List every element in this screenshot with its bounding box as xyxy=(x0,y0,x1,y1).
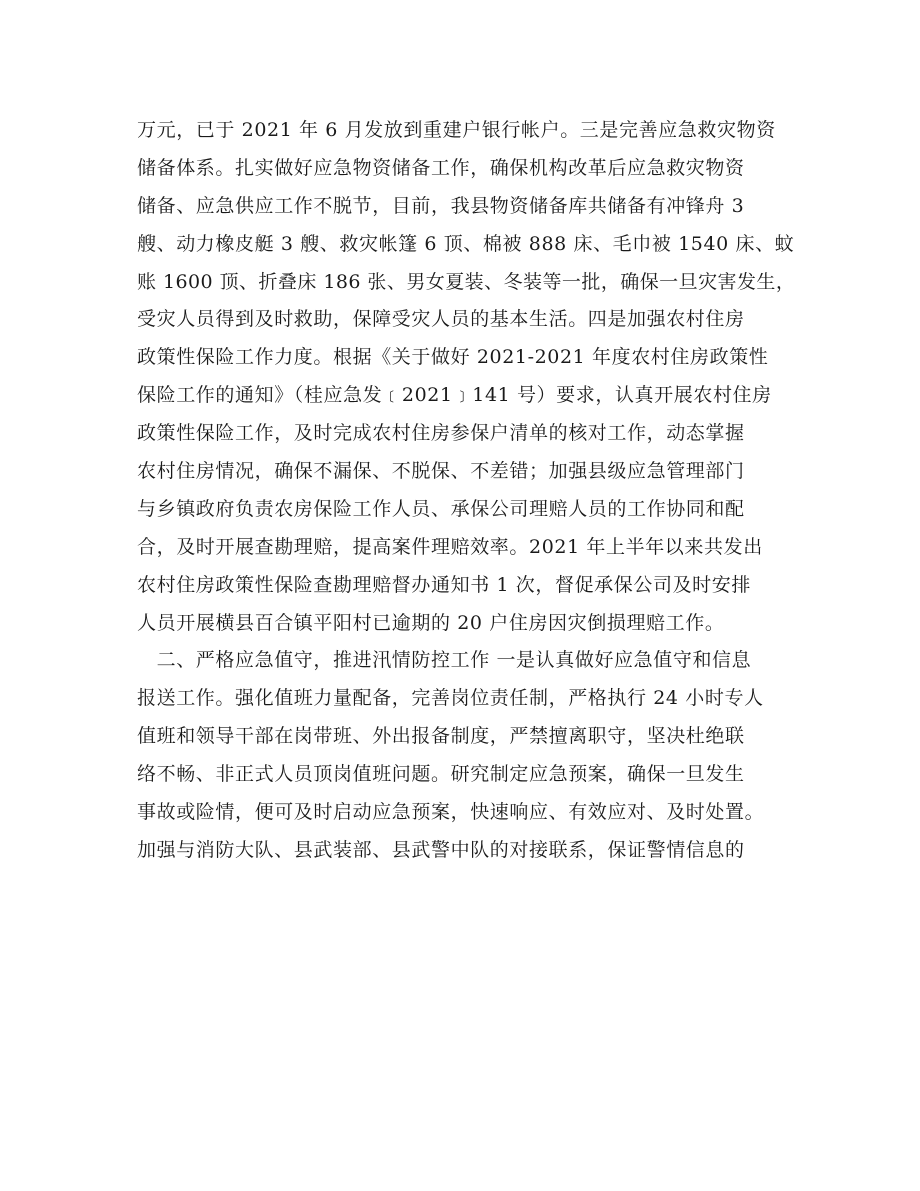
section-heading-line: 二、严格应急值守，推进汛情防控工作 一是认真做好应急值守和信息 xyxy=(137,649,752,672)
text-line: 保险工作的通知》（桂应急发﹝2021﹞141 号）要求，认真开展农村住房 xyxy=(137,384,772,407)
text-line: 艘、动力橡皮艇 3 艘、救灾帐篷 6 顶、棉被 888 床、毛巾被 1540 床、蚊 xyxy=(137,232,795,255)
text-line: 加强与消防大队、县武装部、县武警中队的对接联系，保证警情信息的 xyxy=(137,838,745,861)
text-line: 储备体系。扎实做好应急物资储备工作，确保机构改革后应急救灾物资 xyxy=(137,156,745,179)
body-text xyxy=(137,112,797,870)
text-line: 受灾人员得到及时救助，保障受灾人员的基本生活。四是加强农村住房 xyxy=(137,308,745,331)
text-line: 储备、应急供应工作不脱节，目前，我县物资储备库共储备有冲锋舟 3 xyxy=(137,194,745,217)
text-line: 万元，已于 2021 年 6 月发放到重建户银行帐户。三是完善应急救灾物资 xyxy=(137,119,776,141)
text-line: 政策性保险工作力度。根据《关于做好 2021-2021 年度农村住房政策性 xyxy=(137,346,769,369)
text-line: 账 1600 顶、折叠床 186 张、男女夏装、冬装等一批，确保一旦灾害发生， xyxy=(137,270,796,293)
text-line: 与乡镇政府负责农房保险工作人员、承保公司理赔人员的工作协同和配 xyxy=(137,497,745,520)
text-line: 络不畅、非正式人员顶岗值班问题。研究制定应急预案，确保一旦发生 xyxy=(137,763,745,786)
text-line: 值班和领导干部在岗带班、外出报备制度，严禁擅离职守，坚决杜绝联 xyxy=(137,725,745,748)
text-line: 农村住房政策性保险查勘理赔督办通知书 1 次，督促承保公司及时安排 xyxy=(137,573,751,596)
text-line: 报送工作。强化值班力量配备，完善岗位责任制，严格执行 24 小时专人 xyxy=(137,687,764,710)
text-line: 合，及时开展查勘理赔，提高案件理赔效率。2021 年上半年以来共发出 xyxy=(137,535,763,558)
text-line: 事故或险情，便可及时启动应急预案，快速响应、有效应对、及时处置。 xyxy=(137,801,765,824)
text-line: 农村住房情况，确保不漏保、不脱保、不差错；加强县级应急管理部门 xyxy=(137,460,745,483)
text-line: 人员开展横县百合镇平阳村已逾期的 20 户住房因灾倒损理赔工作。 xyxy=(137,611,725,634)
text-line: 政策性保险工作，及时完成农村住房参保户清单的核对工作，动态掌握 xyxy=(137,422,745,445)
